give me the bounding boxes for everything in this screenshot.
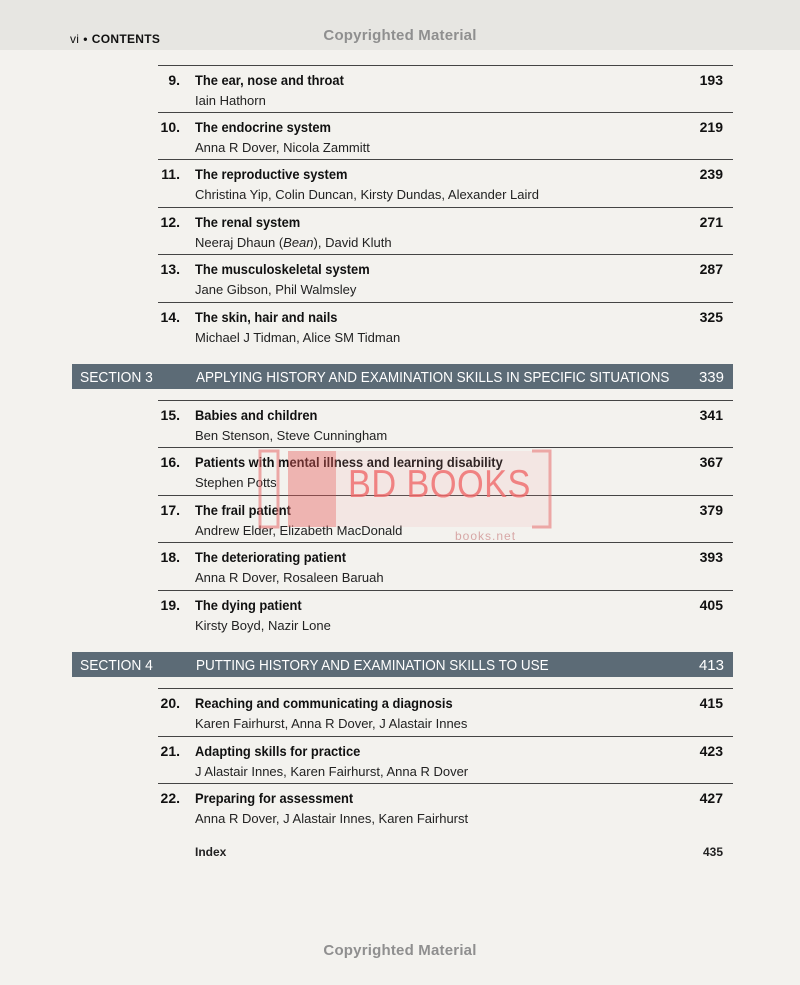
toc-entry[interactable]: [158, 590, 733, 638]
chapter-authors: Anna R Dover, J Alastair Innes, Karen Fairhurst: [195, 811, 469, 826]
chapter-authors: Iain Hathorn: [195, 93, 266, 108]
chapter-authors: Christina Yip, Colin Duncan, Kirsty Dundas, Alexander Laird: [195, 187, 539, 202]
watermark-text: BD BOOKS: [348, 463, 531, 506]
chapter-number: 10.: [160, 119, 180, 135]
toc-entry[interactable]: [158, 302, 733, 350]
copyright-notice-top: Copyrighted Material: [323, 27, 477, 44]
toc-entry[interactable]: [158, 783, 733, 831]
chapter-authors: Karen Fairhurst, Anna R Dover, J Alastair Innes: [195, 716, 468, 731]
chapter-page: 405: [699, 597, 723, 613]
running-title: CONTENTS: [91, 32, 161, 46]
chapter-number: 18.: [160, 549, 180, 565]
chapter-page: 325: [699, 309, 723, 325]
chapter-title: The renal system: [195, 214, 301, 230]
chapter-authors: Kirsty Boyd, Nazir Lone: [195, 618, 331, 633]
author-text: Neeraj Dhaun (: [195, 235, 284, 250]
chapter-number: 19.: [160, 597, 180, 613]
chapter-title: The dying patient: [195, 597, 302, 613]
toc-entry[interactable]: [158, 542, 733, 590]
chapter-number: 17.: [160, 502, 180, 518]
author-text: ), David Kluth: [313, 235, 392, 250]
watermark-subtext: books.net: [455, 529, 517, 543]
chapter-title: The ear, nose and throat: [195, 72, 344, 88]
chapter-authors: Andrew Elder, Elizabeth MacDonald: [195, 523, 403, 538]
chapter-title: The endocrine system: [195, 119, 332, 135]
chapter-authors: Jane Gibson, Phil Walmsley: [195, 282, 357, 297]
chapter-title: The musculoskeletal system: [195, 261, 370, 277]
index-page: 435: [702, 845, 723, 859]
index-entry[interactable]: [158, 845, 733, 865]
chapter-title: The frail patient: [195, 502, 291, 518]
chapter-number: 12.: [160, 214, 180, 230]
chapter-title: Patients with mental illness and learning disability: [195, 454, 503, 470]
chapter-page: 415: [699, 695, 723, 711]
chapter-authors: Anna R Dover, Rosaleen Baruah: [195, 570, 384, 585]
chapter-authors: Michael J Tidman, Alice SM Tidman: [195, 330, 401, 345]
chapter-number: 11.: [161, 166, 180, 182]
section-4-header[interactable]: [72, 652, 733, 677]
toc-entry[interactable]: [158, 688, 733, 736]
chapter-number: 14.: [160, 309, 180, 325]
chapter-page: 423: [699, 743, 723, 759]
toc-entry[interactable]: [158, 254, 733, 302]
toc-entry[interactable]: [158, 112, 733, 160]
chapter-page: 341: [699, 407, 723, 423]
page-number: vi: [70, 32, 80, 46]
section-title: APPLYING HISTORY AND EXAMINATION SKILLS IN SPECIFIC SITUATIONS: [196, 369, 670, 386]
chapter-page: 393: [699, 549, 723, 565]
chapter-page: 367: [699, 454, 723, 470]
toc-entry[interactable]: [158, 400, 733, 448]
chapter-page: 193: [699, 72, 723, 88]
chapter-title: The deteriorating patient: [195, 549, 346, 565]
chapter-page: 271: [699, 214, 723, 230]
section-3-header[interactable]: [72, 364, 733, 389]
toc-entry[interactable]: [158, 207, 733, 255]
chapter-number: 9.: [168, 72, 180, 88]
chapter-page: 239: [699, 166, 723, 182]
chapter-authors: J Alastair Innes, Karen Fairhurst, Anna R Dover: [195, 764, 469, 779]
toc-entry[interactable]: [158, 736, 733, 784]
bullet-separator: •: [83, 32, 88, 46]
chapter-number: 13.: [160, 261, 180, 277]
chapter-authors: [195, 235, 392, 250]
chapter-title: Reaching and communicating a diagnosis: [195, 695, 453, 711]
chapter-number: 21.: [160, 743, 180, 759]
section-label: SECTION 3: [80, 369, 153, 386]
index-label: Index: [195, 845, 227, 859]
chapter-title: Adapting skills for practice: [195, 743, 361, 759]
chapter-title: Babies and children: [195, 407, 318, 423]
chapter-number: 16.: [160, 454, 180, 470]
chapter-number: 15.: [160, 407, 180, 423]
toc-entry[interactable]: [158, 65, 733, 113]
section-page: 413: [698, 657, 724, 674]
chapter-title: Preparing for assessment: [195, 790, 354, 806]
chapter-page: 219: [699, 119, 723, 135]
copyright-notice-bottom: Copyrighted Material: [323, 942, 477, 959]
section-label: SECTION 4: [80, 657, 153, 674]
chapter-authors: Anna R Dover, Nicola Zammitt: [195, 140, 370, 155]
chapter-authors: Ben Stenson, Steve Cunningham: [195, 428, 388, 443]
chapter-title: The reproductive system: [195, 166, 348, 182]
chapter-number: 20.: [160, 695, 180, 711]
chapter-number: 22.: [160, 790, 180, 806]
chapter-page: 287: [699, 261, 723, 277]
section-page: 339: [698, 369, 724, 386]
author-nickname: Bean: [283, 235, 314, 250]
chapter-title: The skin, hair and nails: [195, 309, 338, 325]
chapter-page: 427: [699, 790, 723, 806]
chapter-page: 379: [699, 502, 723, 518]
section-title: PUTTING HISTORY AND EXAMINATION SKILLS TO USE: [196, 657, 549, 674]
chapter-authors: Stephen Potts: [195, 475, 277, 490]
toc-entry[interactable]: [158, 159, 733, 207]
